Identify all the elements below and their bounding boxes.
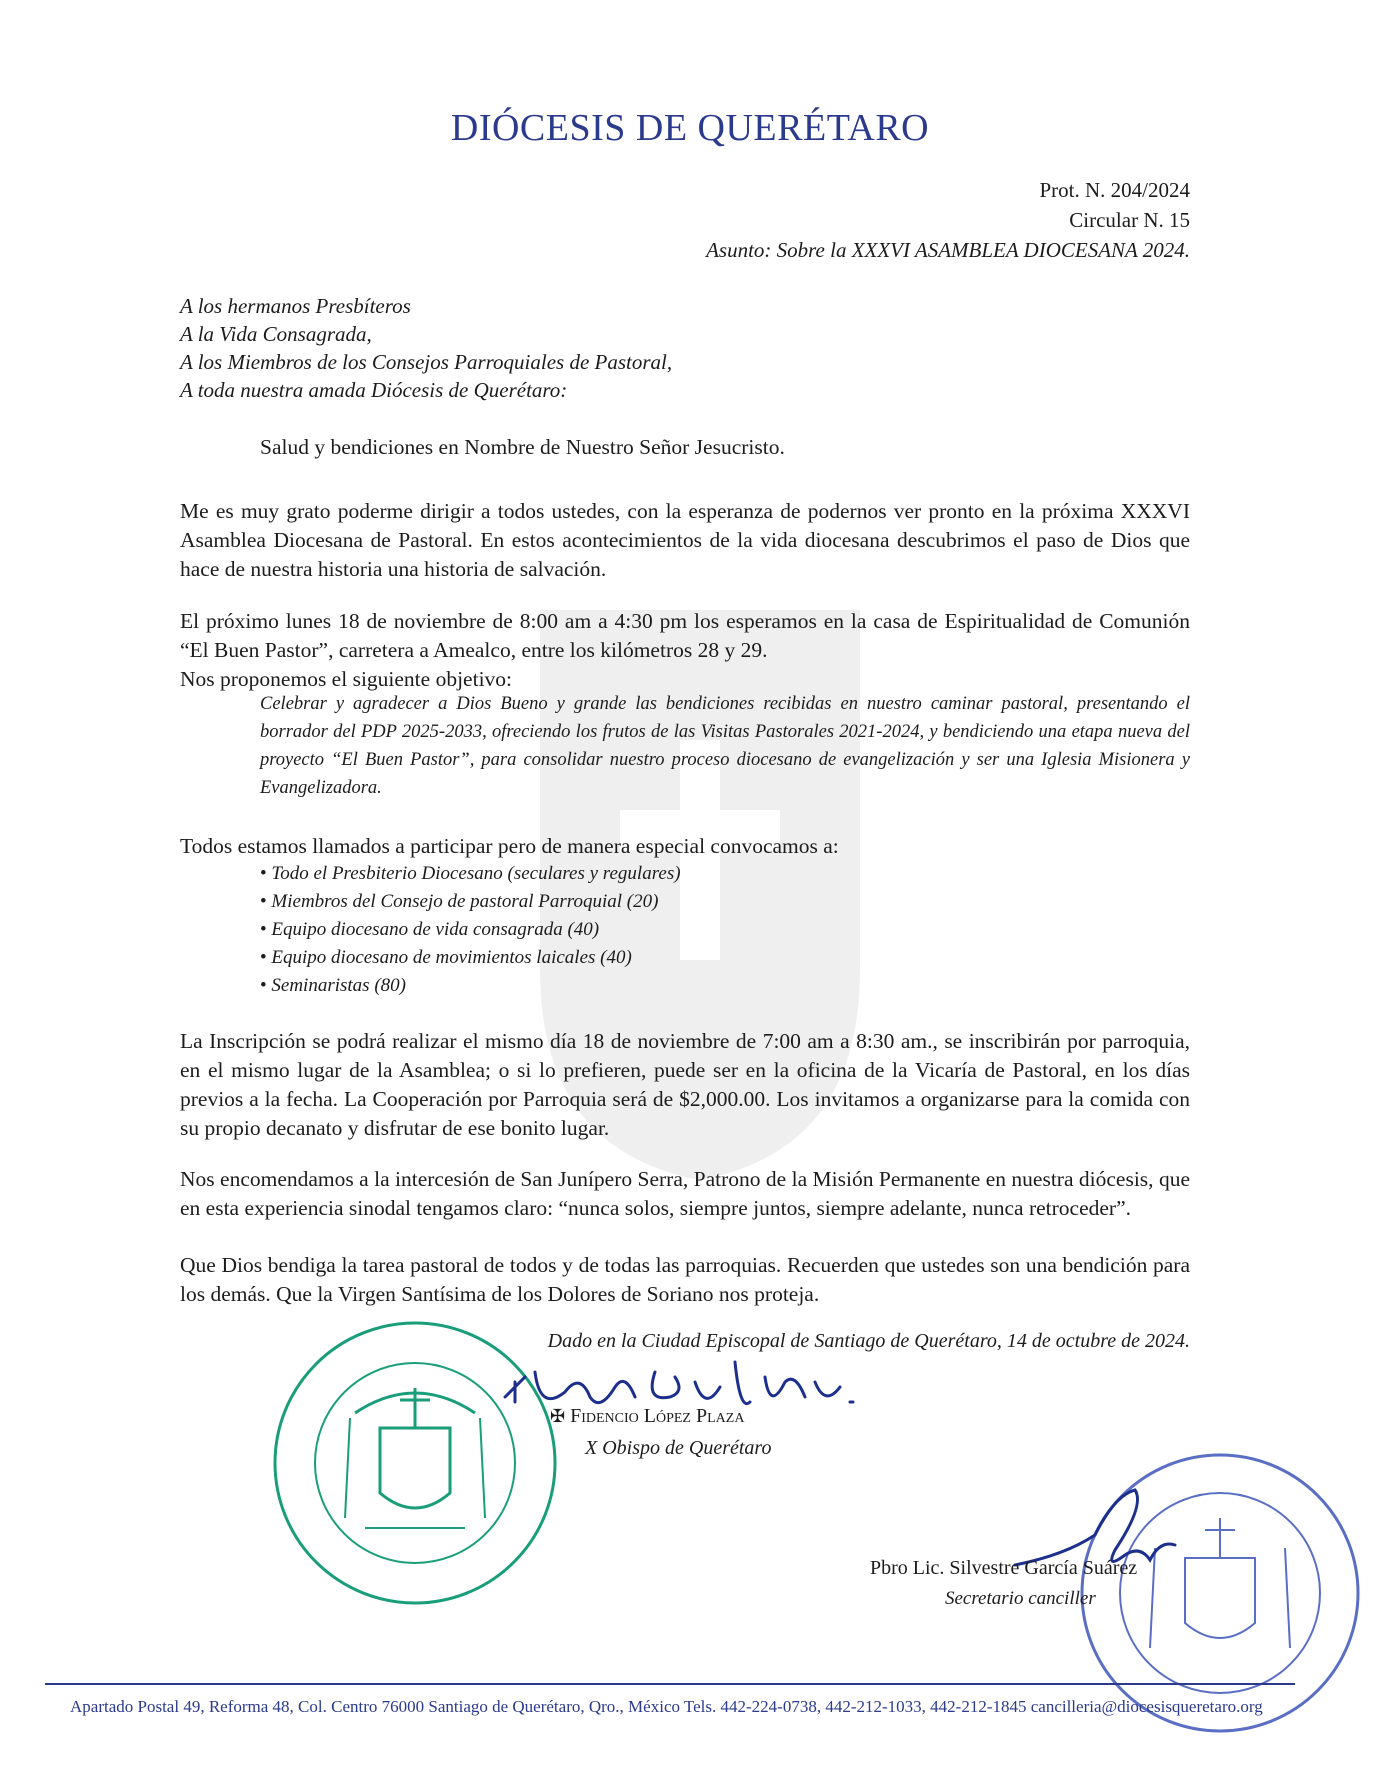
diocese-title: DIÓCESIS DE QUERÉTARO xyxy=(450,107,930,149)
letter-subject: Asunto: Sobre la XXXVI ASAMBLEA DIOCESANA 2024. xyxy=(706,238,1190,262)
paragraph-event-details: El próximo lunes 18 de noviembre de 8:00 am a 4:30 pm los esperamos en la casa de Espiritualidad de Comunión “El Buen Pastor”, carretera a Amealco, entre los kilómetros 28 y 29. xyxy=(180,609,1190,662)
recipients xyxy=(180,292,672,404)
recipient-line: A los hermanos Presbíteros xyxy=(180,294,411,318)
paragraph-event xyxy=(180,607,1190,694)
bishop-name-line xyxy=(550,1405,744,1428)
circular-number: Circular N. 15 xyxy=(1069,208,1190,232)
paragraph-intercession: Nos encomendamos a la intercesión de San Junípero Serra, Patrono de la Misión Permanente en nuestra diócesis, que en esta experiencia sinodal tengamos claro: “nunca solos, siempre juntos, siempre adelante, nunca retroceder”. xyxy=(180,1167,1190,1220)
secretary-title: Secretario canciller xyxy=(945,1588,1096,1609)
paragraph-intro: Me es muy grato poderme dirigir a todos ustedes, con la esperanza de podernos ver pronto en la próxima XXXVI Asamblea Diocesana de Pastoral. En estos acontecimientos de la vida diocesana descubrimos el paso de Dios que hace de nuestra historia una historia de salvación. xyxy=(180,499,1190,581)
paragraph-invitation: Todos estamos llamados a participar pero de manera especial convocamos a: xyxy=(180,834,839,858)
bishop-name: Fidencio López Plaza xyxy=(570,1405,745,1427)
paragraph-registration: La Inscripción se podrá realizar el mismo día 18 de noviembre de 7:00 am a 8:30 am., se inscribirán por parroquia, en el mismo lugar de la Asamblea; o si lo prefieren, puede ser en la oficina de la Vicaría de Pastoral, en los días previos a la fecha. La Cooperación por Parroquia será de $2,000.00. Los invitamos a organizarse para la comida con su propio decanato y disfrutar de ese bonito lugar. xyxy=(180,1029,1190,1140)
objective-text: Celebrar y agradecer a Dios Bueno y grande las bendiciones recibidas en nuestro caminar pastoral, presentando el borrador del PDP 2025-2033, ofreciendo los frutos de las Visitas Pastorales 2021-2024, y bendiciendo una etapa nueva del proyecto “El Buen Pastor”, para consolidar nuestro proceso diocesano de evangelización y ser una Iglesia Misionera y Evangelizadora. xyxy=(260,694,1190,798)
bishop-title: X Obispo de Querétaro xyxy=(585,1437,772,1459)
list-item: • Seminaristas (80) xyxy=(260,972,681,1000)
cross-icon: ✠ xyxy=(550,1406,566,1426)
recipient-line: A la Vida Consagrada, xyxy=(180,322,372,346)
greeting: Salud y bendiciones en Nombre de Nuestro Señor Jesucristo. xyxy=(260,435,785,459)
list-item: • Miembros del Consejo de pastoral Parroquial (20) xyxy=(260,888,681,916)
invitee-list xyxy=(260,860,681,1000)
protocol-number: Prot. N. 204/2024 xyxy=(1039,178,1190,202)
recipient-line: A los Miembros de los Consejos Parroquiales de Pastoral, xyxy=(180,350,673,374)
list-item: • Todo el Presbiterio Diocesano (seculares y regulares) xyxy=(260,860,681,888)
paragraph-objective-intro: Nos proponemos el siguiente objetivo: xyxy=(180,667,513,691)
list-item: • Equipo diocesano de vida consagrada (40) xyxy=(260,916,681,944)
footer-contact: Apartado Postal 49, Reforma 48, Col. Centro 76000 Santiago de Querétaro, Qro., México Tels. 442-224-0738, 442-212-1033, 442-212-1845 cancilleria@diocesisqueretaro.org xyxy=(70,1697,1263,1716)
date-and-place: Dado en la Ciudad Episcopal de Santiago de Querétaro, 14 de octubre de 2024. xyxy=(547,1330,1190,1352)
recipient-line: A toda nuestra amada Diócesis de Querétaro: xyxy=(180,378,568,402)
secretary-name: Pbro Lic. Silvestre García Suárez xyxy=(870,1557,1138,1579)
paragraph-blessing: Que Dios bendiga la tarea pastoral de todos y de todas las parroquias. Recuerden que ustedes son una bendición para los demás. Que la Virgen Santísima de los Dolores de Soriano nos proteja. xyxy=(180,1253,1190,1306)
footer-divider xyxy=(45,1683,1295,1685)
letter-reference xyxy=(706,175,1190,265)
list-item: • Equipo diocesano de movimientos laicales (40) xyxy=(260,944,681,972)
